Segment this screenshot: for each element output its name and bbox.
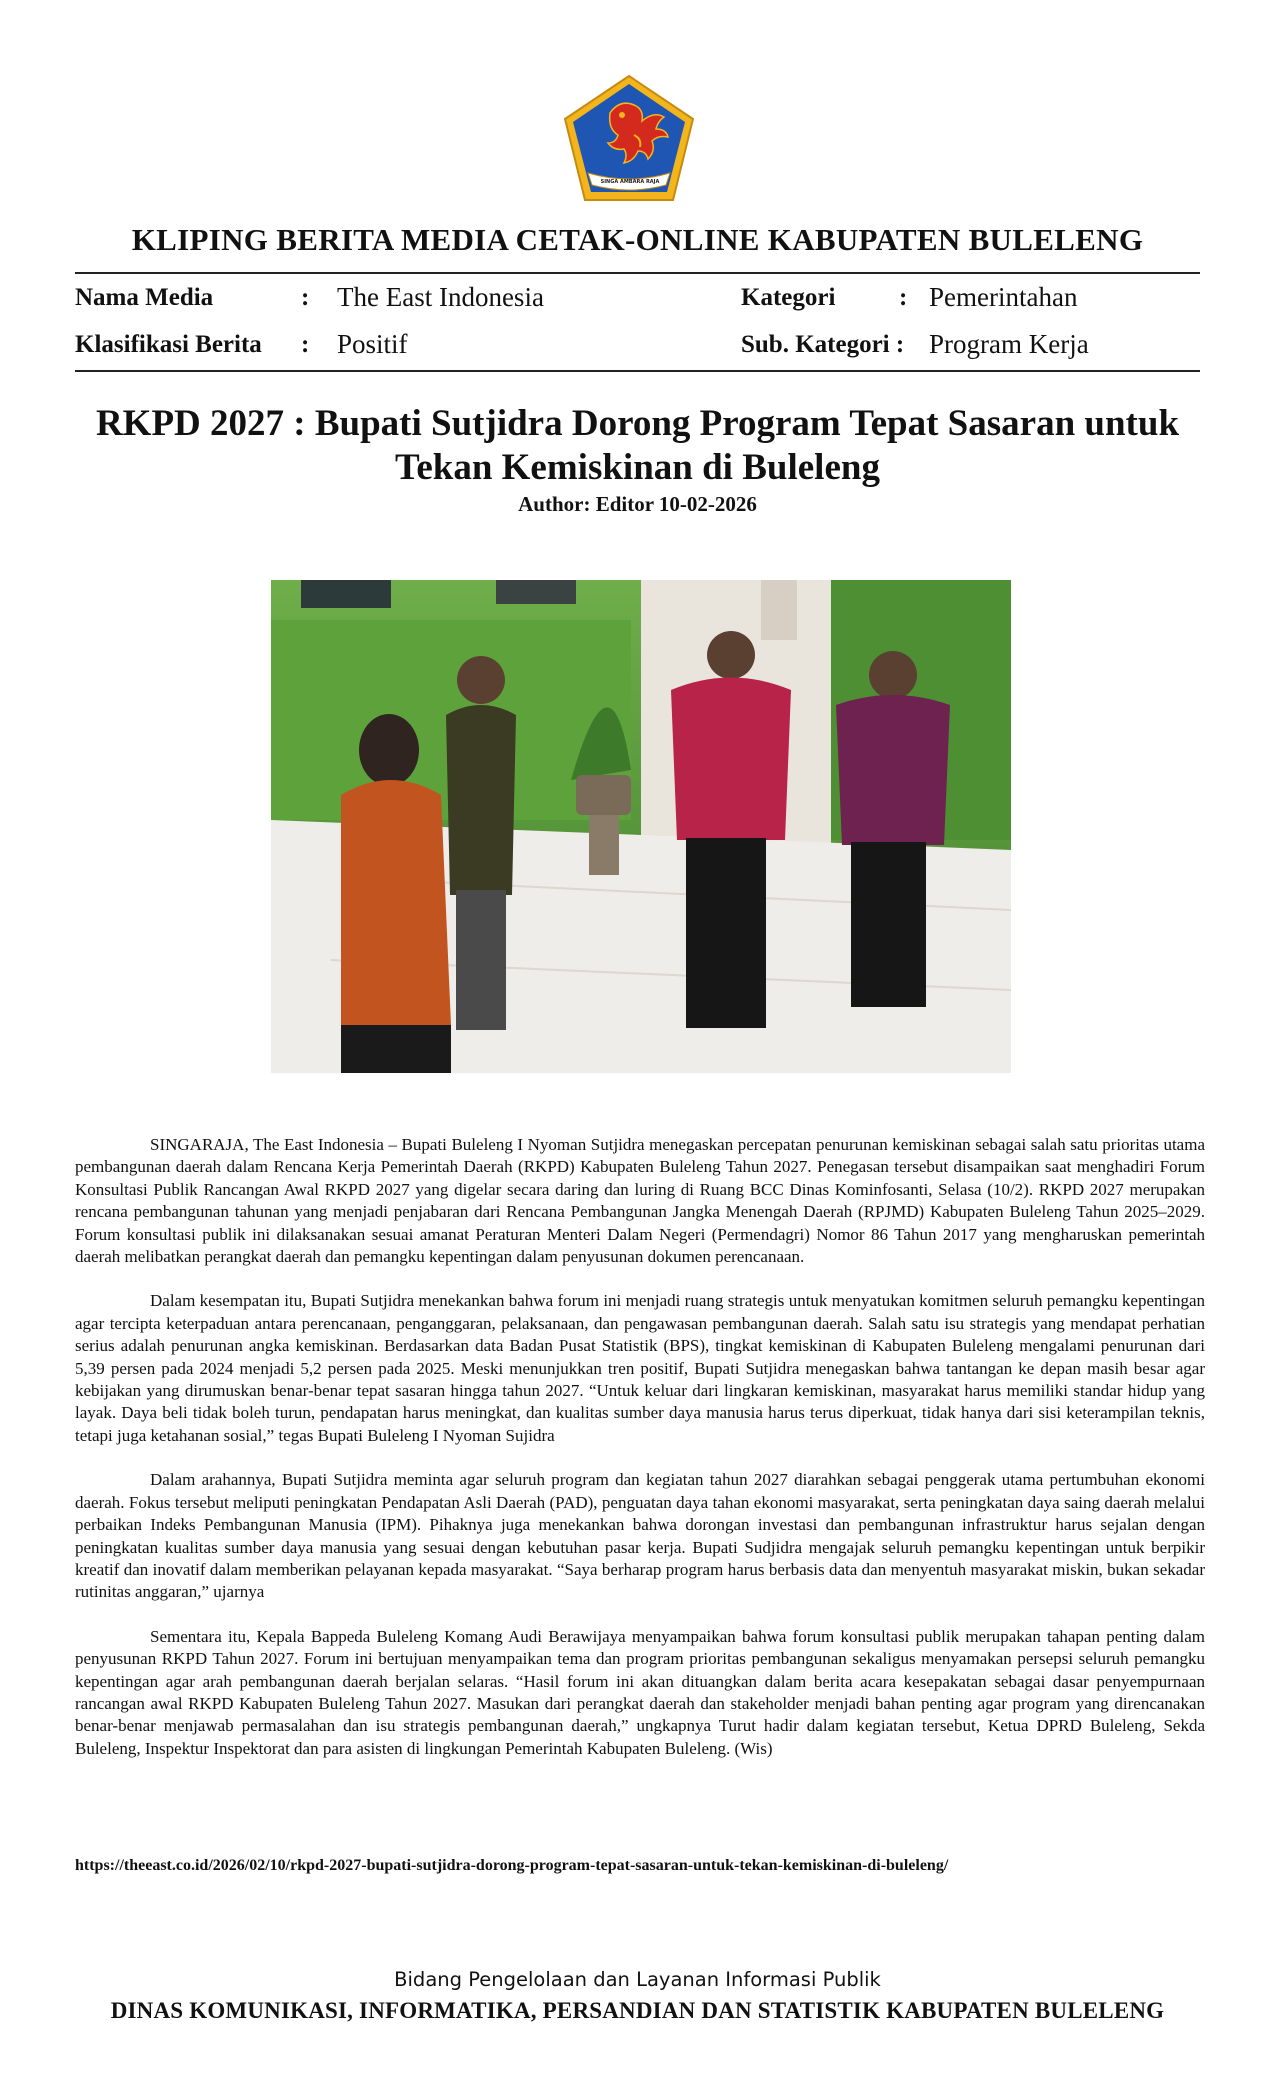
footer-unit: Bidang Pengelolaan dan Layanan Informasi Publik — [394, 1968, 881, 1991]
article-paragraph: Dalam arahannya, Bupati Sutjidra meminta agar seluruh program dan kegiatan tahun 2027 diarahkan sebagai penggerak utama pertumbuhan ekonomi daerah. Fokus tersebut meliputi peningkatan Pendapatan Asli Daerah (PAD), penguatan daya tahan ekonomi masyarakat, serta peningkatan daya saing daerah melalui perbaikan Indeks Pembangunan Manusia (IPM). Pihaknya juga menekankan bahwa dorongan investasi dan pembangunan infrastruktur harus sejalan dengan peningkatan kualitas sumber daya manusia yang sesuai dengan kebutuhan pasar kerja. Bupati Sudjidra mengajak seluruh pemangku kepentingan untuk berpikir kreatif dan inovatif dalam memberikan pelayanan kepada masyarakat. “Saya berharap program harus berbasis data dan menyentuh masyarakat miskin, bukan sekadar rutinitas anggaran,” ujarnya — [75, 1470, 1205, 1602]
kategori-colon: : — [899, 284, 908, 311]
footer-agency: DINAS KOMUNIKASI, INFORMATIKA, PERSANDIAN DAN STATISTIK KABUPATEN BULELENG — [110, 1998, 1165, 2023]
sub-kategori-label: Sub. Kategori : — [741, 331, 905, 358]
kategori-label: Kategori — [741, 284, 836, 311]
meta-row-1 — [0, 282, 1275, 318]
klasifikasi-value: Positif — [337, 329, 408, 359]
article-paragraph: Dalam kesempatan itu, Bupati Sutjidra menekankan bahwa forum ini menjadi ruang strategis untuk menyatukan komitmen seluruh pemangku kepentingan agar tercipta keterpaduan antara perencanaan, penganggaran, pelaksanaan, dan pengawasan pembangunan daerah. Salah satu isu strategis yang mendapat perhatian serius adalah penurunan angka kemiskinan. Berdasarkan data Badan Pusat Statistik (BPS), tingkat kemiskinan di Kabupaten Buleleng mengalami penurunan dari 5,39 persen pada 2024 menjadi 5,2 persen pada 2025. Meski menunjukkan tren positif, Bupati Sutjidra menegaskan bahwa tantangan ke depan masih besar agar kebijakan yang dirumuskan benar-benar tepat sasaran hingga tahun 2027. “Untuk keluar dari lingkaran kemiskinan, masyarakat harus memiliki standar hidup yang layak. Daya beli tidak boleh turun, pendapatan harus meningkat, dan kualitas sumber daya manusia harus terus diperkuat, tidak hanya dari sisi keterampilan teknis, tetapi juga ketahanan sosial,” tegas Bupati Buleleng I Nyoman Sujidra — [75, 1291, 1205, 1445]
source-link[interactable]: https://theeast.co.id/2026/02/10/rkpd-2027-bupati-sutjidra-dorong-program-tepat-sasaran-untuk-tekan-kemiskinan-di-buleleng/ — [75, 1857, 949, 1874]
sub-kategori-value: Program Kerja — [929, 329, 1089, 359]
kategori-value: Pemerintahan — [929, 282, 1078, 312]
article-headline — [75, 402, 1200, 490]
article-photo — [271, 580, 1011, 1073]
article-paragraph: Sementara itu, Kepala Bappeda Buleleng Komang Audi Berawijaya menyampaikan bahwa forum konsultasi publik merupakan tahapan penting dalam penyusunan RKPD Tahun 2027. Forum ini bertujuan menyampaikan tema dan program prioritas pembangunan sekaligus menyamakan persepsi seluruh pemangku kepentingan agar arah pembangunan daerah berjalan selaras. “Hasil forum ini akan dituangkan dalam berita acara kesepakatan sebagai dasar penyempurnaan rancangan awal RKPD Kabupaten Buleleng Tahun 2027. Masukan dari perangkat daerah dan stakeholder menjadi bahan penting agar program yang direncanakan benar-benar menjawab permasalahan dan isu strategis pembangunan daerah,” ungkapnya Turut hadir dalam kegiatan tersebut, Ketua DPRD Buleleng, Sekda Buleleng, Inspektur Inspektorat dan para asisten di lingkungan Pemerintah Kabupaten Buleleng. (Wis) — [75, 1626, 1205, 1758]
headline-line-1: RKPD 2027 : Bupati Sutjidra Dorong Program Tepat Sasaran untuk — [95, 403, 1180, 444]
nama-media-label: Nama Media — [75, 284, 214, 311]
headline-line-2: Tekan Kemiskinan di Buleleng — [395, 447, 880, 488]
emblem-motto: SINGA AMBARA RAJA — [600, 179, 660, 185]
klasifikasi-label: Klasifikasi Berita — [75, 331, 262, 358]
document-title: KLIPING BERITA MEDIA CETAK-ONLINE KABUPATEN BULELENG — [131, 222, 1144, 257]
meta-row-2 — [0, 329, 1275, 365]
nama-media-colon: : — [301, 284, 310, 311]
header-top-rule — [75, 272, 1200, 274]
klasifikasi-colon: : — [301, 331, 310, 358]
header-bottom-rule — [75, 370, 1200, 372]
article-body — [75, 1134, 1205, 1782]
nama-media-value: The East Indonesia — [337, 282, 544, 312]
article-author: Author: Editor 10-02-2026 — [518, 492, 757, 516]
article-paragraph: SINGARAJA, The East Indonesia – Bupati Buleleng I Nyoman Sutjidra menegaskan percepatan penurunan kemiskinan sebagai salah satu prioritas utama pembangunan daerah dalam Rencana Kerja Pemerintah Daerah (RKPD) Kabupaten Buleleng Tahun 2027. Penegasan tersebut disampaikan saat menghadiri Forum Konsultasi Publik Rancangan Awal RKPD 2027 yang digelar secara daring dan luring di Ruang BCC Dinas Kominfosanti, Selasa (10/2). RKPD 2027 merupakan rencana pembangunan tahunan yang menjadi penjabaran dari Rencana Pembangunan Jangka Menengah Daerah (RPJMD) Kabupaten Buleleng Tahun 2025–2029. Forum konsultasi publik ini dilaksanakan sesuai amanat Peraturan Menteri Dalam Negeri (Permendagri) Nomor 86 Tahun 2017 yang mengharuskan pemerintah daerah melibatkan perangkat daerah dan pemangku kepentingan dalam penyusunan dokumen perencanaan. — [75, 1135, 1205, 1267]
